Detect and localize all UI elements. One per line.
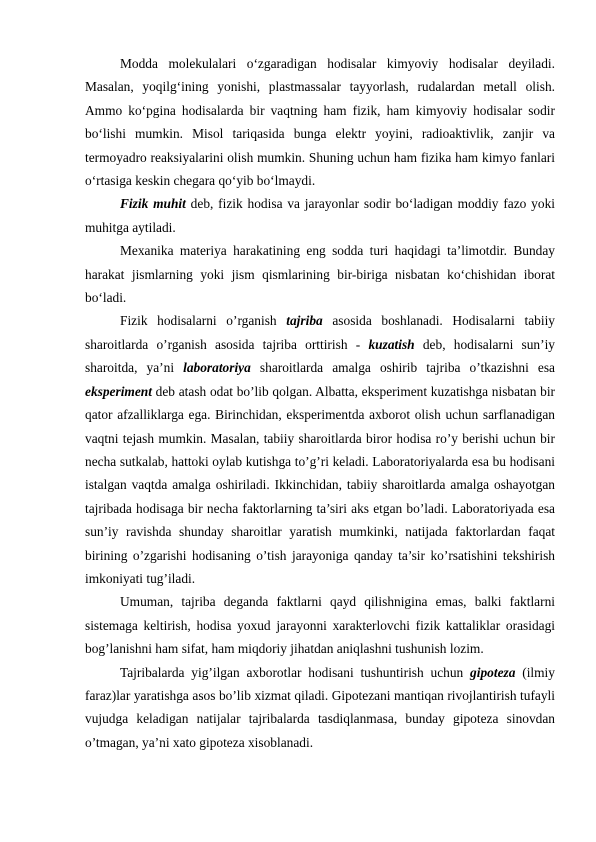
paragraph-mechanics [85,239,555,309]
term-fizik-muhit: Fizik muhit [120,196,186,212]
paragraph-chemical-phenomena [85,52,555,192]
term-eksperiment: eksperiment [85,383,152,399]
paragraph-text: asosida boshlanadi. Hodisalarni tabiiy sharoitlarda o’rganish asosida tajriba orttirish - [85,313,555,352]
paragraph-physical-medium [85,192,555,239]
term-kuzatish: kuzatish [368,336,415,352]
paragraph-text: (ilmiy faraz)lar yaratishga asos bo’lib xizmat qiladi. Gipotezani mantiqan rivojlantirish tufayli vujudga keladigan natijalar tajribalarda tasdiqlanmasa, bunday gipoteza sinovdan o’tmagan, ya’ni xato gipoteza xisoblanadi. [85,664,555,750]
document-page [85,52,555,754]
paragraph-text: Fizik hodisalarni o’rganish [120,313,287,329]
term-tajriba: tajriba [286,313,323,329]
paragraph-text: deb, hodisalarni sun’iy sharoitda, ya’ni [85,336,556,376]
paragraph-experiment [85,309,555,590]
paragraph-hypothesis [85,661,555,755]
term-gipoteza: gipoteza [470,664,516,680]
paragraph-text: Tajribalarda yig’ilgan axborotlar hodisani tushuntirish uchun [120,664,471,680]
paragraph-text: Mexanika materiya harakatining eng sodda turi haqidagi ta’limotdir. Bunday harakat jismlarning yoki jism qismlarining bir-biriga nisbatan ko‘chishidan iborat bo‘ladi. [85,243,555,306]
paragraph-text: sharoitlarda amalga oshirib tajriba o’tkazishni esa [250,360,555,376]
paragraph-text: Modda molekulalari o‘zgaradigan hodisalar kimyoviy hodisalar deyiladi. Masalan, yoqilg‘ining yonishi, plastmassalar tayyorlash, rudalardan metall olish. Ammo ko‘pgina hodisalarda bir vaqtning ham fizik, ham kimyoviy hodisalar sodir bo‘lishi mumkin. Misol tariqasida bunga elektr yoyini, radioaktivlik, zanjir va termoyadro reaksiyalarini olish mumkin. Shuning uchun ham fizika ham kimyo fanlari o‘rtasiga keskin chegara qo‘yib bo‘lmaydi. [85,56,555,189]
paragraph-facts [85,590,555,660]
paragraph-text: Umuman, tajriba deganda faktlarni qayd qilishnigina emas, balki faktlarni sistemaga keltirish, hodisa yoxud jarayonni xarakterlovchi fizik kattaliklar orasidagi bog’lanishni ham sifat, ham miqdoriy jihatdan aniqlashni tushunish lozim. [85,594,555,657]
paragraph-text: deb, fizik hodisa va jarayonlar sodir bo‘ladigan moddiy fazo yoki muhitga aytiladi. [85,196,555,235]
term-laboratoriya: laboratoriya [183,360,251,376]
paragraph-text: deb atash odat bo’lib qolgan. Albatta, eksperiment kuzatishga nisbatan bir qator afzalliklarga ega. Birinchidan, eksperimentda axborot olish uchun sarflanadigan vaqtni tejash mumkin. Masalan, tabiiy sharoitlarda biror hodisa ro’y berishi uchun bir necha sutkalab, hattoki oylab kutishga to’g’ri keladi. Laboratoriyalarda esa bu hodisani istalgan vaqtda amalga oshiriladi. Ikkinchidan, tabiiy sharoitlarda amalga oshayotgan tajribada hodisaga bir necha faktorlarning ta’siri aks etgan bo’ladi. Laboratoriyada esa sun’iy ravishda shunday sharoitlar yaratish mumkinki, natijada faktorlardan faqat birining o’zgarishi hodisaning o’tish jarayoniga qanday ta’sir ko’rsatishini tekshirish imkoniyati tug’iladi. [85,383,555,586]
